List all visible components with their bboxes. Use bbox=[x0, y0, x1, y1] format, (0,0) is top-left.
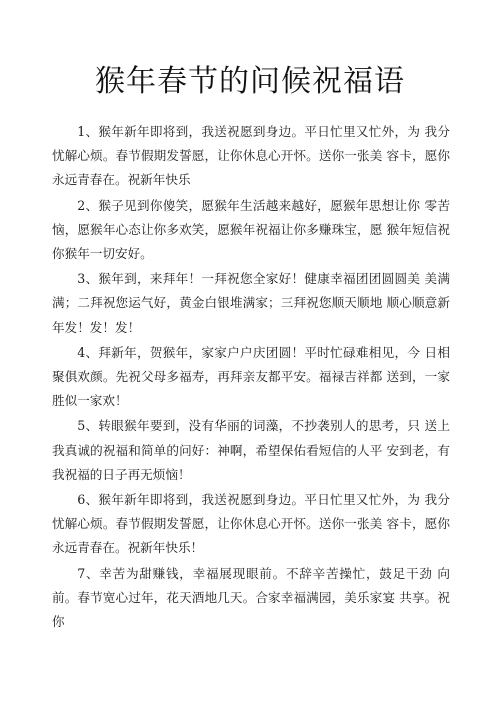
paragraph-7: 7、幸苦为甜赚钱，幸福展现眼前。不辞辛苦操忙，鼓足干劲 向前。春节宽心过年，花天酒地几天。合家幸福满园，美乐家宴 共享。祝你 bbox=[52, 565, 450, 630]
paragraph-3: 3、猴年到，来拜年！一拜祝您全家好！健康幸福团团圆圆美 美满满；二拜祝您运气好，黄金白银堆满家；三拜祝您顺天顺地 顺心顺意新年发！发！发！ bbox=[52, 271, 450, 335]
document-body bbox=[52, 120, 450, 634]
paragraph-1: 1、猴年新年即将到，我送祝愿到身边。平日忙里又忙外，为 我分忧解心烦。春节假期发誓愿，让你休息心开怀。送你一张美 容卡，愿你永远青春在。祝新年快乐 bbox=[52, 124, 450, 188]
paragraph-2: 2、猴子见到你傻笑，愿猴年生活越来越好，愿猴年思想让你 零苦恼，愿猴年心态让你多欢笑，愿猴年祝福让你多赚珠宝，愿 猴年短信祝你猴年一切安好。 bbox=[52, 197, 450, 262]
document-title: 猴年春节的问候祝福语 bbox=[95, 64, 405, 99]
paragraph-4: 4、拜新年，贺猴年，家家户户庆团圆！平时忙碌难相见，今 日相聚俱欢颜。先祝父母多福寿，再拜亲友都平安。福禄吉祥都 送到，一家胜似一家欢！ bbox=[52, 344, 450, 409]
paragraph-6: 6、猴年新年即将到，我送祝愿到身边。平日忙里又忙外，为 我分忧解心烦。春节假期发誓愿，让你休息心开怀。送你一张美 容卡，愿你永远青春在。祝新年快乐！ bbox=[52, 492, 450, 556]
paragraph-5: 5、转眼猴年要到，没有华丽的词藻，不抄袭别人的思考，只 送上我真诚的祝福和简单的问好：神啊，希望保佑看短信的人平 安到老，有我祝福的日子再无烦恼！ bbox=[52, 418, 450, 482]
